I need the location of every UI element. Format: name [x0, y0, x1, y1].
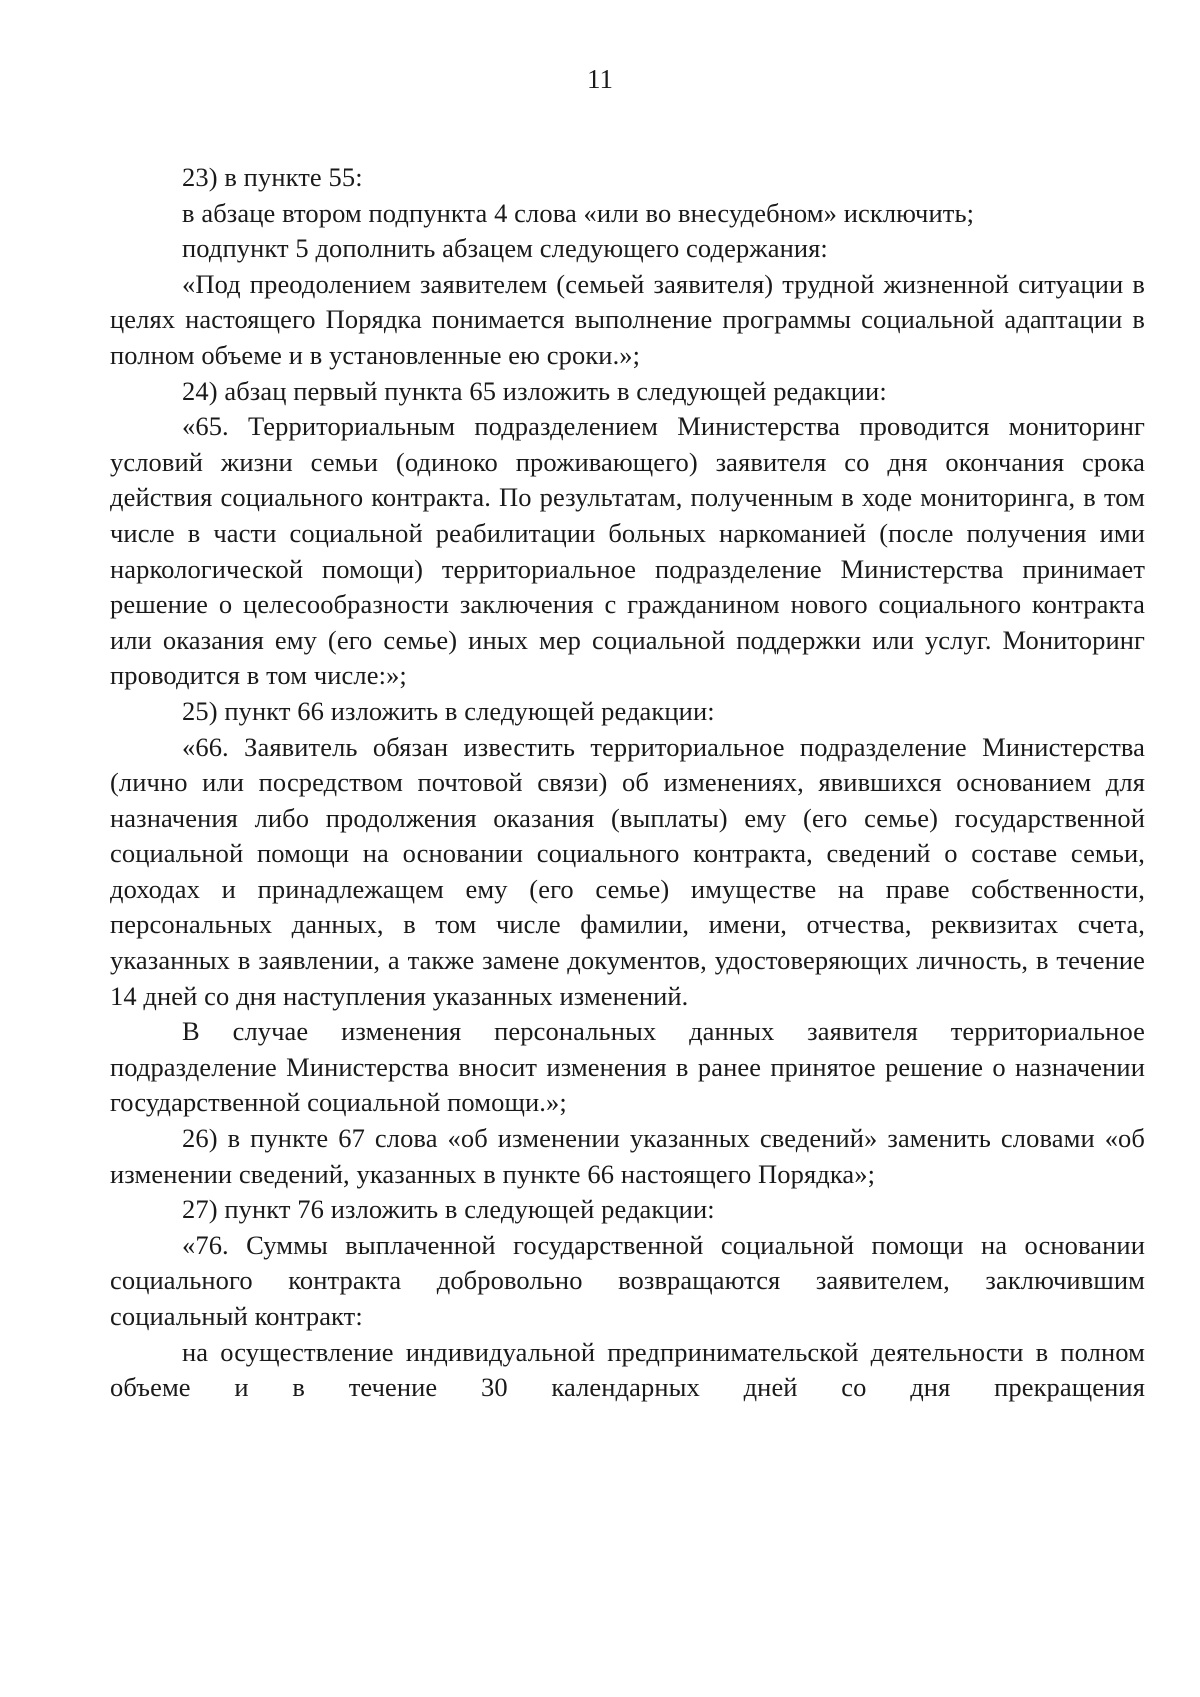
- document-body: [110, 160, 1145, 1406]
- paragraph-quoted-point-76: «76. Суммы выплаченной государственной социальной помощи на основании социального контракта добровольно возвращаются заявителем, заключившим социальный контракт:: [110, 1229, 1145, 1331]
- paragraph-item-27: 27) пункт 76 изложить в следующей редакции:: [182, 1194, 715, 1225]
- paragraph-quoted-point-65: «65. Территориальным подразделением Министерства проводится мониторинг условий жизни семьи (одиноко проживающего) заявителя со дня окончания срока действия социального контракта. По результатам, полученным в ходе мониторинга, в том числе в части социальной реабилитации больных наркоманией (после получения ими наркологической помощи) территориальное подразделение Министерства принимает решение о целесообразности заключения с гражданином нового социального контракта или оказания ему (его семье) иных мер социальной поддержки или услуг. Мониторинг проводится в том числе:»;: [110, 411, 1145, 691]
- paragraph-item-25: 25) пункт 66 изложить в следующей редакции:: [182, 695, 715, 726]
- paragraph-subitem-4-change: в абзаце втором подпункта 4 слова «или во внесудебном» исключить;: [182, 197, 975, 228]
- paragraph-item-24: 24) абзац первый пункта 65 изложить в следующей редакции:: [182, 375, 887, 406]
- paragraph-item-23: 23) в пункте 55:: [182, 162, 363, 192]
- paragraph-quoted-point-66: «66. Заявитель обязан известить территориальное подразделение Министерства (лично или посредством почтовой связи) об изменениях, явившихся основанием для назначения либо продолжения оказания (выплаты) ему (его семье) государственной социальной помощи на основании социального контракта, сведений о составе семьи, доходах и принадлежащем ему (его семье) имуществе на праве собственности, персональных данных, в том числе фамилии, имени, отчества, реквизитах счета, указанных в заявлении, а также замене документов, удостоверяющих личность, в течение 14 дней со дня наступления указанных изменений.: [110, 731, 1145, 1011]
- paragraph-business-activity: на осуществление индивидуальной предпринимательской деятельности в полном объеме и в течение 30 календарных дней со дня прекращения: [110, 1336, 1145, 1403]
- paragraph-personal-data-change: В случае изменения персональных данных заявителя территориальное подразделение Министерства вносит изменения в ранее принятое решение о назначении государственной социальной помощи.»;: [110, 1016, 1145, 1118]
- page-number: 11: [587, 64, 613, 94]
- paragraph-quoted-definition: «Под преодолением заявителем (семьей заявителя) трудной жизненной ситуации в целях настоящего Порядка понимается выполнение программы социальной адаптации в полном объеме и в установленные ею сроки.»;: [110, 268, 1145, 370]
- paragraph-item-26: 26) в пункте 67 слова «об изменении указанных сведений» заменить словами «об изменении сведений, указанных в пункте 66 настоящего Порядка»;: [110, 1123, 1145, 1189]
- paragraph-subitem-5-addition: подпункт 5 дополнить абзацем следующего содержания:: [182, 233, 828, 264]
